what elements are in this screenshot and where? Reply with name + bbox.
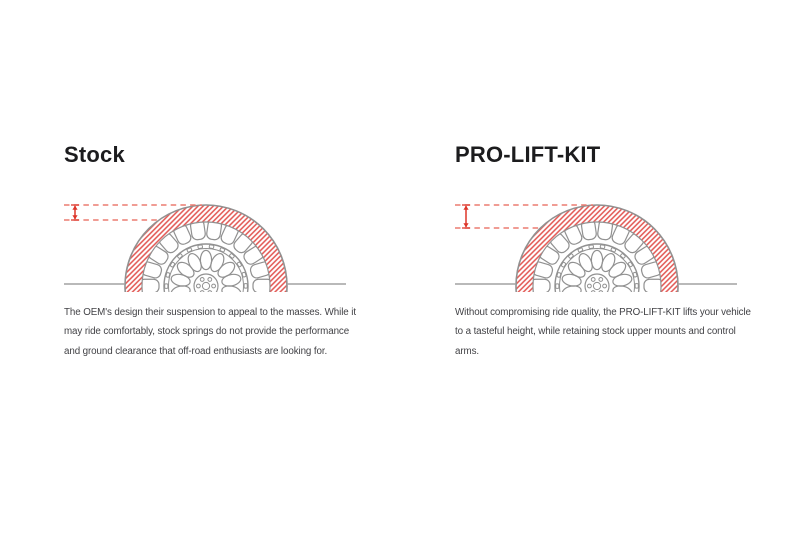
panel-stock <box>64 142 404 357</box>
panel-description <box>455 303 751 361</box>
rim-spoke-hole <box>175 292 197 293</box>
rim-group <box>555 244 639 293</box>
rim-spoke-hole <box>606 292 628 293</box>
rim-spoke-hole <box>561 273 582 288</box>
description-line: and ground clearance that off-road enthusiasts are looking for. <box>64 345 328 357</box>
rim-spoke-hole <box>170 273 191 288</box>
rim-group <box>164 244 248 293</box>
lift-measure-arrow <box>71 205 79 220</box>
description-line: arms. <box>455 345 479 357</box>
rim-spoke-hole <box>566 292 588 293</box>
rim-spoke-hole <box>606 259 628 280</box>
rim-spoke-hole <box>591 250 602 269</box>
description-line: Without compromising ride quality, the PRO-LIFT-KIT lifts your vehicle <box>455 307 751 318</box>
panel-pro-lift-kit <box>455 142 795 357</box>
panel-title: PRO-LIFT-KIT <box>455 142 601 167</box>
description-line: may ride comfortably, stock springs do not provide the performance <box>64 326 350 338</box>
panel-description <box>64 303 356 361</box>
wheel-illustration <box>64 195 346 293</box>
rim-spoke-hole <box>215 292 237 293</box>
rim-spoke-hole <box>215 259 237 280</box>
rim-spoke-hole <box>200 250 211 269</box>
panel-title: Stock <box>64 142 125 167</box>
lift-measure-arrow <box>462 205 470 228</box>
wheel-illustration-stock <box>64 195 346 293</box>
description-line: The OEM's design their suspension to appeal to the masses. While it <box>64 307 356 318</box>
wheel-illustration-pro-lift-kit <box>455 195 737 293</box>
description-line: to a tasteful height, while retaining stock upper mounts and control <box>455 326 736 338</box>
tire-and-rim-group <box>125 205 287 293</box>
wheel-illustration <box>455 195 737 293</box>
tire-and-rim-group <box>516 205 678 293</box>
